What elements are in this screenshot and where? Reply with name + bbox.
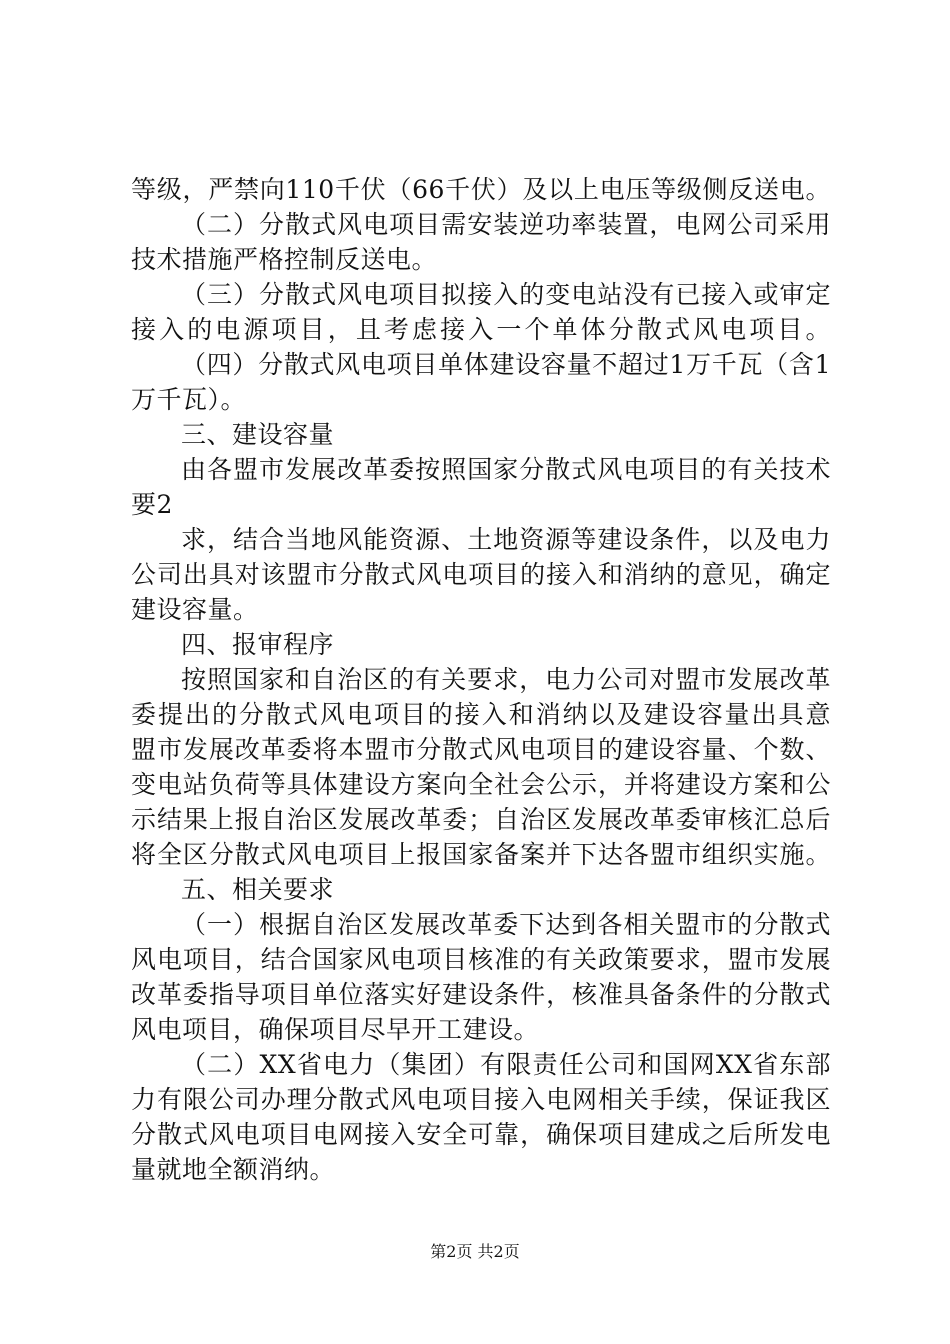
body-line: 要2 xyxy=(131,490,173,519)
body-line: 公司出具对该盟市分散式风电项目的接入和消纳的意见，确定 xyxy=(131,560,831,589)
section-heading-capacity: 三、建设容量 xyxy=(181,420,335,449)
page-number-footer: 第2页 共2页 xyxy=(430,1242,520,1261)
section-heading-review: 四、报审程序 xyxy=(181,630,335,659)
paragraph-item-4-line: （四）分散式风电项目单体建设容量不超过1万千瓦（含1 xyxy=(181,350,831,379)
body-line: 盟市发展改革委将本盟市分散式风电项目的建设容量、个数、 xyxy=(131,735,831,764)
paragraph-item-2b-line: （二）XX省电力（集团）有限责任公司和国网XX省东部 xyxy=(181,1050,831,1079)
body-line: 技术措施严格控制反送电。 xyxy=(131,245,438,274)
paragraph-item-3-line: （三）分散式风电项目拟接入的变电站没有已接入或审定 xyxy=(181,280,831,309)
body-line: 等级，严禁向110千伏（66千伏）及以上电压等级侧反送电。 xyxy=(131,175,831,204)
body-line: 量就地全额消纳。 xyxy=(131,1155,336,1184)
paragraph-item-2-line: （二）分散式风电项目需安装逆功率装置，电网公司采用 xyxy=(181,210,831,239)
paragraph-item-1-line: （一）根据自治区发展改革委下达到各相关盟市的分散式 xyxy=(181,910,831,939)
body-line: 示结果上报自治区发展改革委；自治区发展改革委审核汇总后 xyxy=(131,805,831,834)
body-line: 将全区分散式风电项目上报国家备案并下达各盟市组织实施。 xyxy=(131,840,831,869)
body-line: 建设容量。 xyxy=(131,595,259,624)
body-line: 力有限公司办理分散式风电项目接入电网相关手续，保证我区 xyxy=(131,1085,831,1114)
body-line: 风电项目，结合国家风电项目核准的有关政策要求，盟市发展 xyxy=(131,945,831,974)
document-body xyxy=(131,172,831,1187)
body-line: 改革委指导项目单位落实好建设条件，核准具备条件的分散式 xyxy=(131,980,831,1009)
body-line: 接入的电源项目，且考虑接入一个单体分散式风电项目。 xyxy=(131,315,831,344)
body-line: 万千瓦）。 xyxy=(131,385,247,414)
body-line: 委提出的分散式风电项目的接入和消纳以及建设容量出具意 xyxy=(131,700,831,729)
body-line: 由各盟市发展改革委按照国家分散式风电项目的有关技术 xyxy=(181,455,831,484)
body-line: 求，结合当地风能资源、土地资源等建设条件，以及电力 xyxy=(181,525,831,554)
body-line: 风电项目，确保项目尽早开工建设。 xyxy=(131,1015,540,1044)
body-line: 变电站负荷等具体建设方案向全社会公示，并将建设方案和公 xyxy=(131,770,831,799)
section-heading-requirements: 五、相关要求 xyxy=(181,875,335,904)
body-line: 按照国家和自治区的有关要求，电力公司对盟市发展改革 xyxy=(181,665,831,694)
body-line: 分散式风电项目电网接入安全可靠，确保项目建成之后所发电 xyxy=(131,1120,831,1149)
